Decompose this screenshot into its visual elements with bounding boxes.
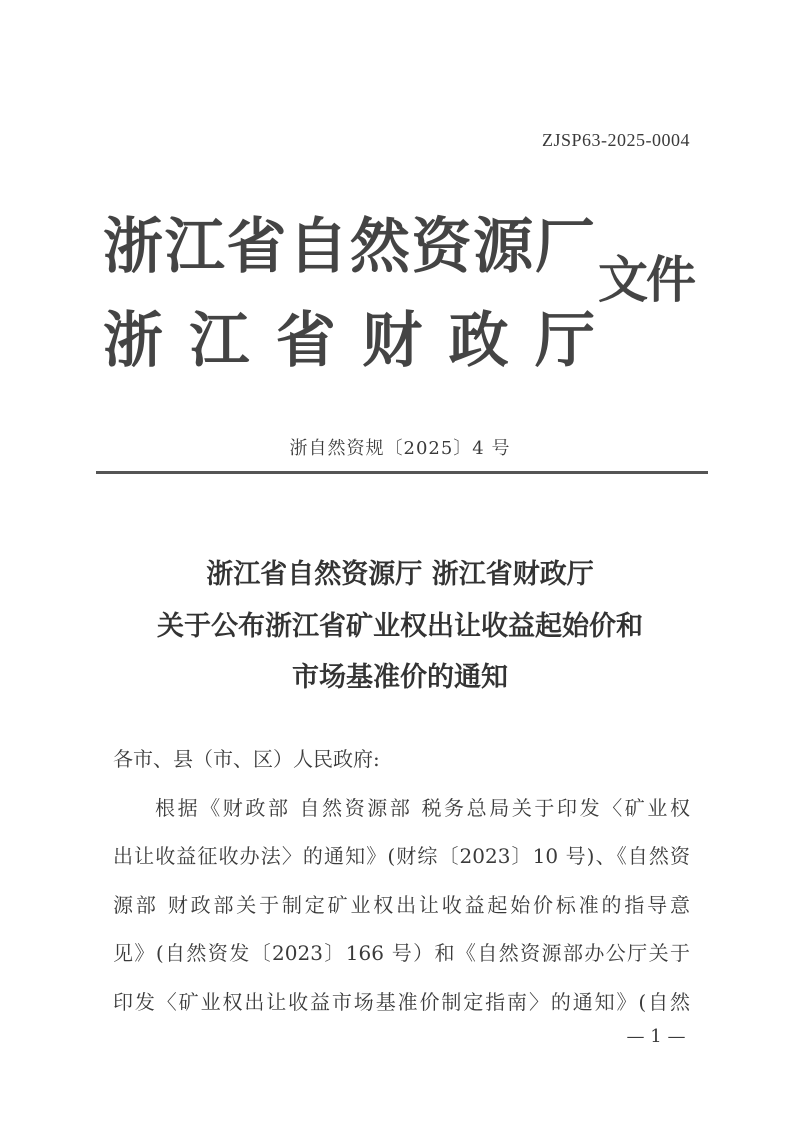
body-line: 出让收益征收办法〉的通知》(财综〔2023〕10 号)、《自然资 <box>113 844 690 868</box>
document-number: 浙自然资规〔2025〕4 号 <box>289 438 511 459</box>
header-char: 省 <box>226 212 287 282</box>
header-char: 江 <box>189 306 250 376</box>
header-char: 然 <box>349 212 410 282</box>
header-char: 自 <box>288 212 349 282</box>
header-char: 省 <box>275 306 336 376</box>
body-line: 根据《财政部 自然资源部 税务总局关于印发〈矿业权 <box>155 796 690 820</box>
document-title-line-3: 市场基准价的通知 <box>292 662 508 693</box>
header-char: 江 <box>164 212 225 282</box>
header-char: 浙 <box>103 306 163 376</box>
header-divider <box>96 471 708 474</box>
document-title-line-2: 关于公布浙江省矿业权出让收益起始价和 <box>157 611 643 642</box>
document-code: ZJSP63-2025-0004 <box>541 130 690 150</box>
issuer-header-line-2 <box>103 306 595 376</box>
body-line: 印发〈矿业权出让收益市场基准价制定指南〉的通知》(自然 <box>113 990 690 1014</box>
header-char: 厅 <box>534 306 595 376</box>
page-number: — 1 — <box>626 1026 686 1047</box>
body-line: 见》(自然资发〔2023〕166 号）和《自然资源部办公厅关于 <box>113 941 690 965</box>
header-char: 浙 <box>103 212 163 282</box>
header-char: 厂 <box>534 212 595 282</box>
salutation: 各市、县（市、区）人民政府: <box>113 747 380 771</box>
header-char: 源 <box>473 212 534 282</box>
header-char: 资 <box>411 212 472 282</box>
document-title-line-1: 浙江省自然资源厅 浙江省财政厅 <box>206 559 594 590</box>
header-char: 政 <box>448 306 509 376</box>
header-suffix: 文件 <box>598 251 694 309</box>
header-char: 财 <box>362 306 423 376</box>
body-line: 源部 财政部关于制定矿业权出让收益起始价标准的指导意 <box>113 893 690 917</box>
issuer-header-line-1 <box>103 212 595 282</box>
